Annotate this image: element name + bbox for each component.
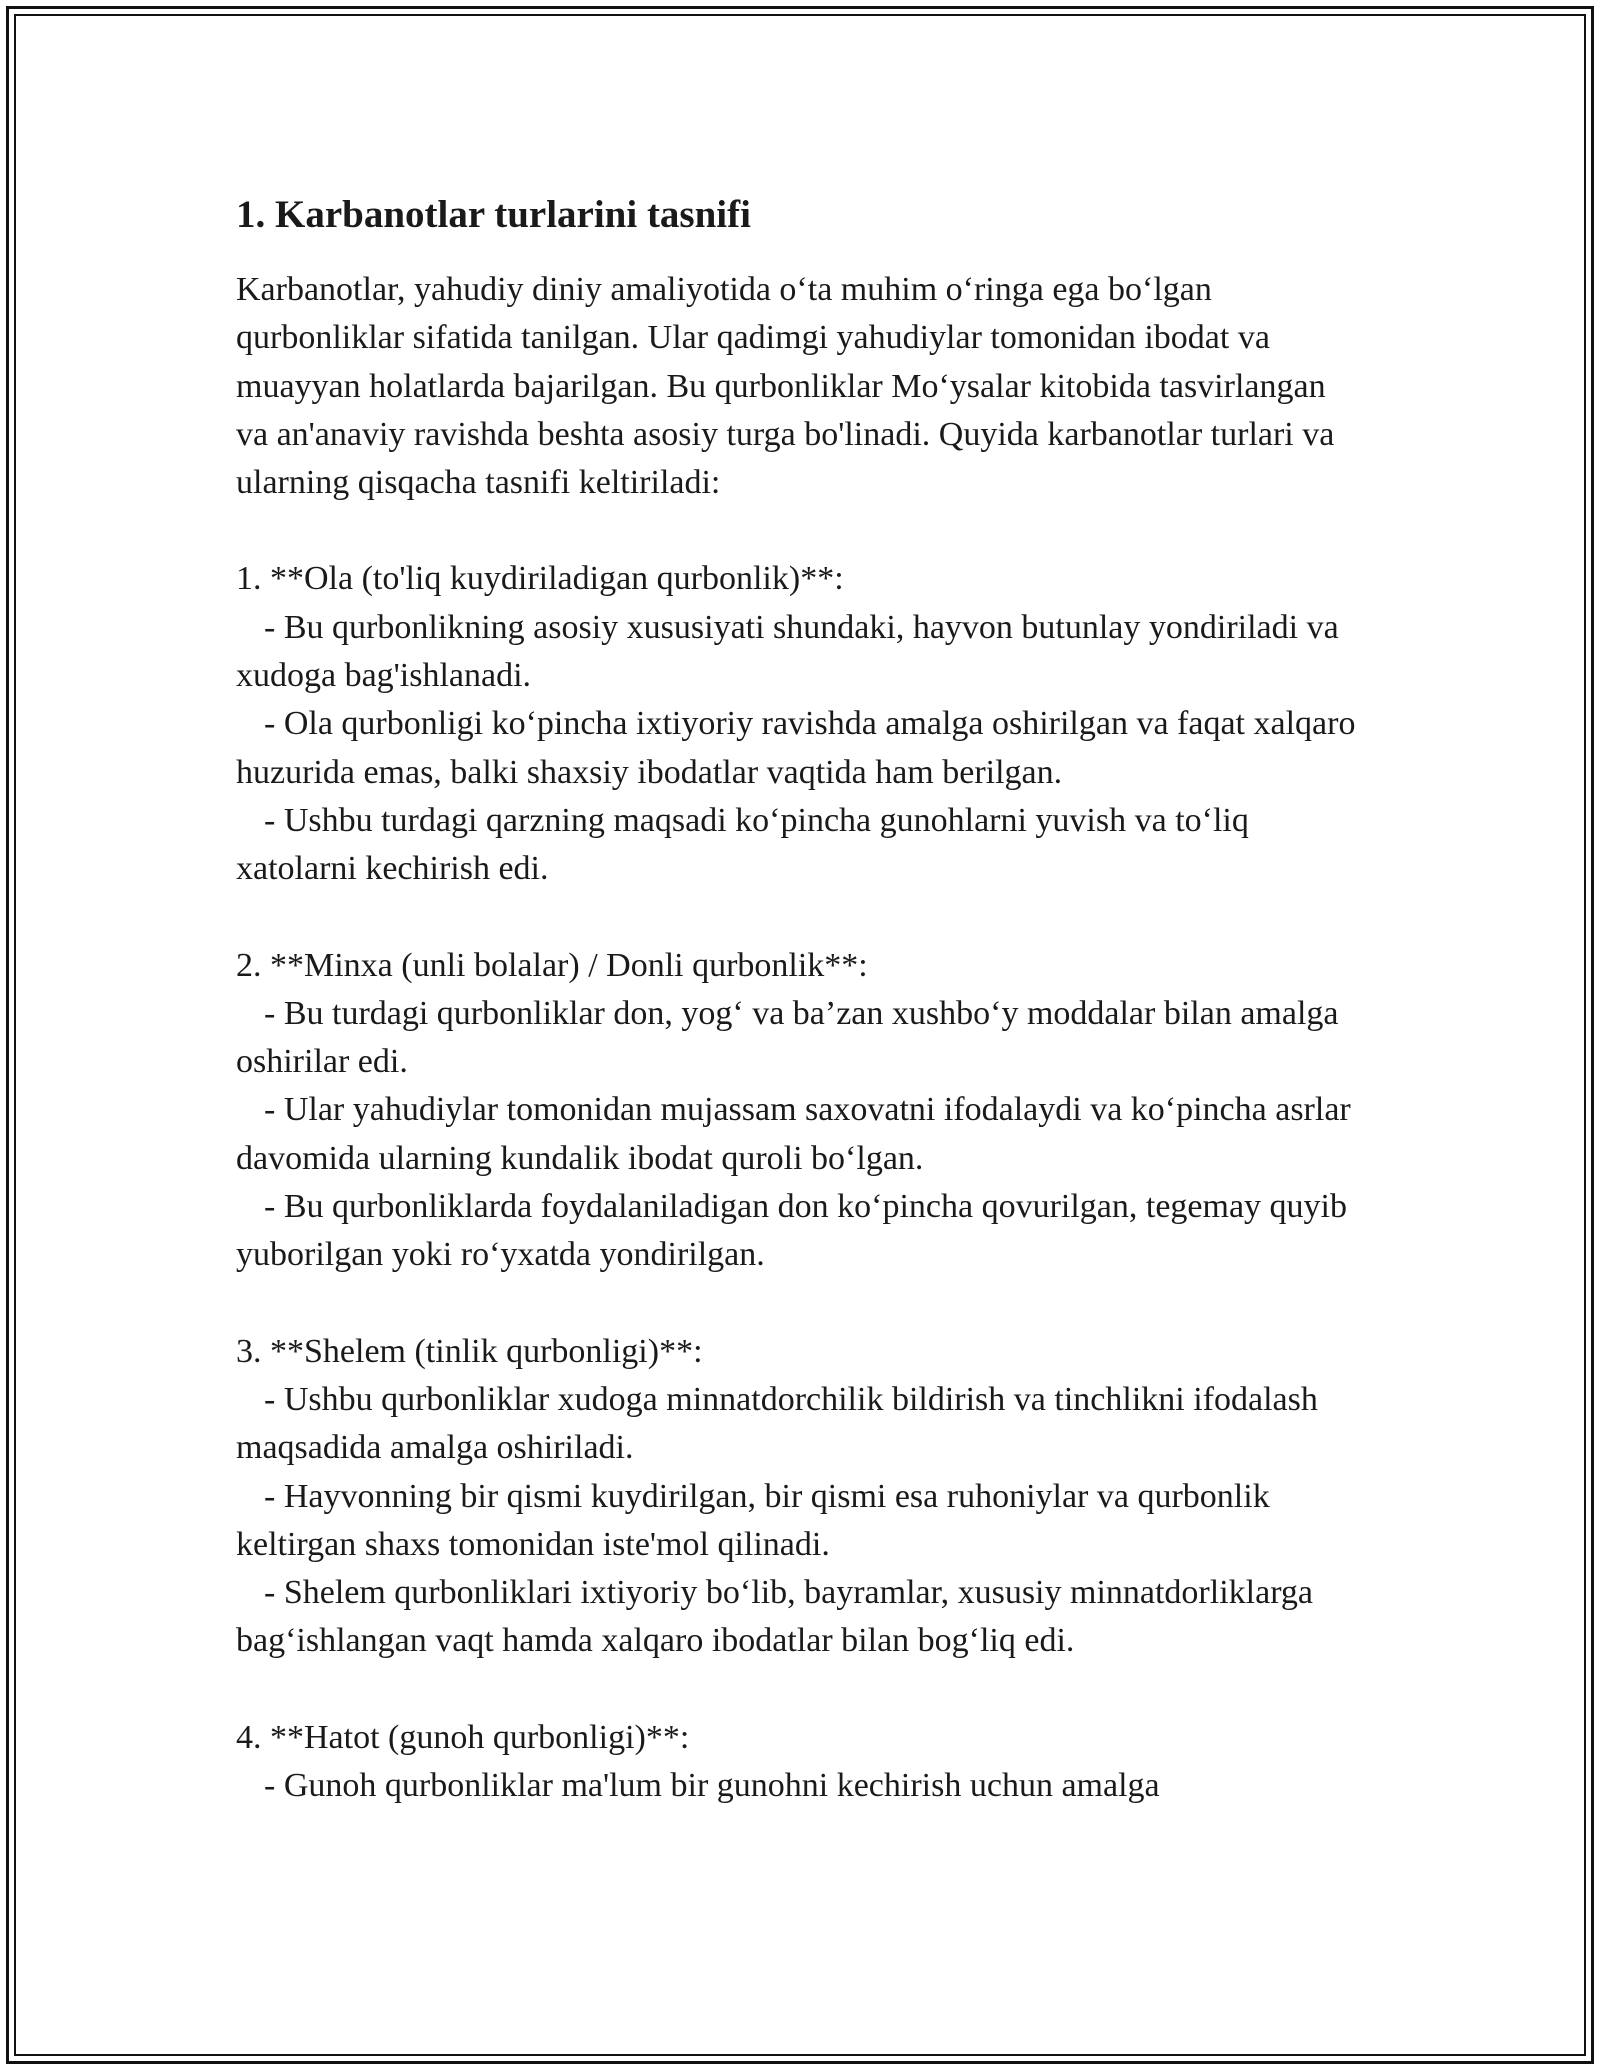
bullet-item: - Gunoh qurbonliklar ma'lum bir gunohni kechirish uchun amalga <box>264 1767 1160 1805</box>
section-heading: 4. **Hatot (gunoh qurbonligi)**: <box>236 1718 690 1756</box>
bullet-item: - Ushbu qurbonliklar xudoga minnatdorchilik bildirish va tinchlikni ifodalash maqsadida amalga oshiriladi. <box>236 1380 1318 1467</box>
section-ola <box>236 555 1366 893</box>
document-page <box>236 186 1366 1810</box>
bullet-item: - Ular yahudiylar tomonidan mujassam saxovatni ifodalaydi va ko‘pincha asrlar davomida ularning kundalik ibodat quroli bo‘lgan. <box>236 1091 1351 1177</box>
bullet-item: - Hayvonning bir qismi kuydirilgan, bir qismi esa ruhoniylar va qurbonlik keltirgan shaxs tomonidan iste'mol qilinadi. <box>236 1477 1270 1563</box>
bullet-item: - Shelem qurbonliklari ixtiyoriy bo‘lib, bayramlar, xususiy minnatdorliklarga bag‘ishlangan vaqt hamda xalqaro ibodatlar bilan bog‘liq edi. <box>236 1574 1313 1660</box>
bullet-item: - Bu turdagi qurbonliklar don, yog‘ va ba’zan xushbo‘y moddalar bilan amalga oshirilar edi. <box>236 994 1339 1081</box>
bullet-item: - Bu qurbonliklarda foydalaniladigan don ko‘pincha qovurilgan, tegemay quyib yuborilgan yoki ro‘yxatda yondirilgan. <box>236 1188 1348 1274</box>
section-hatot <box>236 1714 1366 1811</box>
section-heading: 2. **Minxa (unli bolalar) / Donli qurbonlik**: <box>236 946 868 984</box>
intro-paragraph: Karbanotlar, yahudiy diniy amaliyotida o‘ta muhim o‘ringa ega bo‘lgan qurbonliklar sifatida tanilgan. Ular qadimgi yahudiylar tomonidan ibodat va muayyan holatlarda bajarilgan. Bu qurbonliklar Mo‘ysalar kitobida tasvirlangan va an'anaviy ravishda beshta asosiy turga bo'linadi. Quyida karbanotlar turlari va ularning qisqacha tasnifi keltiriladi: <box>236 271 1335 502</box>
section-heading: 1. **Ola (to'liq kuydiriladigan qurbonlik)**: <box>236 560 844 598</box>
bullet-item: - Ushbu turdagi qarzning maqsadi ko‘pincha gunohlarni yuvish va to‘liq xatolarni kechirish edi. <box>236 801 1249 888</box>
section-shelem <box>236 1328 1366 1666</box>
document-title: 1. Karbanotlar turlarini tasnifi <box>236 193 751 236</box>
bullet-item: - Bu qurbonlikning asosiy xususiyati shundaki, hayvon butunlay yondiriladi va xudoga bag'ishlanadi. <box>236 608 1339 695</box>
section-heading: 3. **Shelem (tinlik qurbonligi)**: <box>236 1332 703 1370</box>
bullet-item: - Ola qurbonligi ko‘pincha ixtiyoriy ravishda amalga oshirilgan va faqat xalqaro huzurida emas, balki shaxsiy ibodatlar vaqtida ham berilgan. <box>236 705 1356 791</box>
section-minxa <box>236 942 1366 1280</box>
